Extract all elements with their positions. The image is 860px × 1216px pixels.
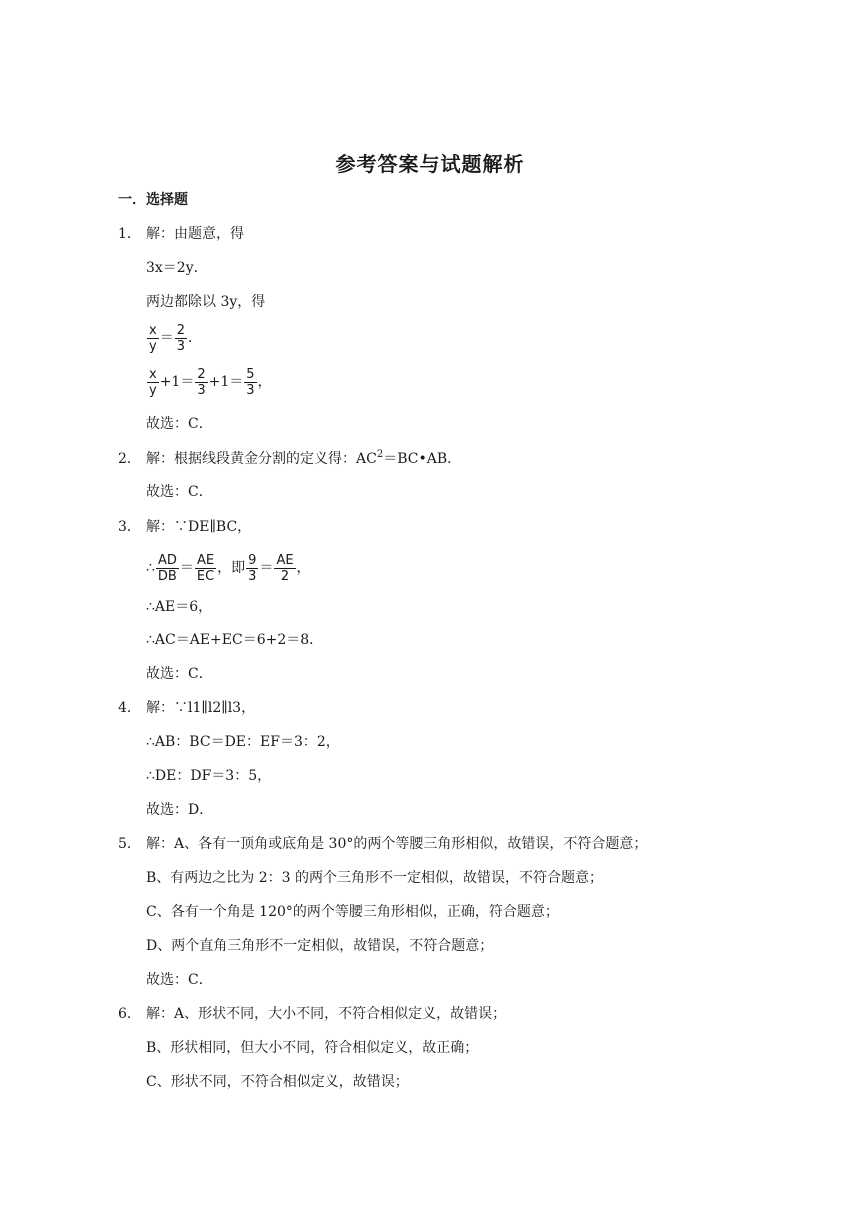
fraction: $\frac{AD}{DB}$ [157, 552, 177, 584]
q5-number: 5． [118, 836, 141, 852]
q1-equation: 3x＝2y． [146, 260, 208, 276]
fraction: $\frac{x}{y}$ [149, 366, 157, 398]
q6-line-3: C、形状不同，不符合相似定义，故错误； [146, 1074, 409, 1090]
section-heading: 一．选择题 [118, 192, 188, 208]
q3-number: 3． [118, 519, 141, 535]
fraction: $\frac{AE}{2}$ [276, 552, 294, 584]
q6-number: 6． [118, 1006, 141, 1022]
q1-divide-step: 两边都除以 3y，得 [146, 294, 266, 310]
q1-fraction-line-2: $\frac{x}{y}$ +1＝ $\frac{2}{3}$ +1＝ $\frac{5}{3}$ ， [149, 366, 272, 398]
q4-line-3: ∴DE：DF＝3：5， [146, 768, 272, 784]
q3-line-3: ∴AE＝6， [146, 599, 213, 615]
fraction: $\frac{AE}{EC}$ [196, 552, 215, 584]
fraction: $\frac{5}{3}$ [246, 366, 255, 398]
q6-line-2: B、形状相同，但大小不同，符合相似定义，故正确； [146, 1040, 479, 1056]
q1-number: 1． [118, 226, 141, 242]
q4-line-1: 解：∵l1∥l2∥l3， [146, 700, 256, 716]
q1-fraction-line-1: $\frac{x}{y}$ ＝ $\frac{2}{3}$ ． [149, 322, 202, 354]
q6-line-1: 解：A、形状不同，大小不同，不符合相似定义，故错误； [146, 1006, 507, 1022]
q1-answer: 故选：C． [146, 416, 213, 432]
q4-line-2: ∴AB：BC＝DE：EF＝3：2， [146, 734, 340, 750]
q4-number: 4． [118, 700, 141, 716]
q1-intro: 解：由题意，得 [146, 226, 244, 242]
q5-line-4: D、两个直角三角形不一定相似，故错误，不符合题意； [146, 938, 494, 954]
q2-answer: 故选：C． [146, 484, 213, 500]
page-title: 参考答案与试题解析 [335, 152, 525, 176]
fraction: $\frac{2}{3}$ [176, 322, 185, 354]
q4-answer: 故选：D． [146, 802, 214, 818]
q5-line-2: B、有两边之比为 2：3 的两个三角形不一定相似，故错误，不符合题意； [146, 870, 604, 886]
q5-line-3: C、各有一个角是 120°的两个等腰三角形相似，正确，符合题意； [146, 904, 559, 920]
fraction: $\frac{2}{3}$ [197, 366, 206, 398]
q2-text: 解：根据线段黄金分割的定义得：$AC^2=BC•AB$． [146, 449, 462, 467]
q3-line-1: 解：∵DE∥BC， [146, 519, 252, 535]
fraction: $\frac{9}{3}$ [248, 552, 257, 584]
q3-line-4: ∴AC＝AE+EC＝6+2＝8． [146, 632, 324, 648]
fraction: $\frac{x}{y}$ [149, 322, 157, 354]
q2-number: 2． [118, 451, 141, 467]
q3-answer: 故选：C． [146, 666, 213, 682]
q5-answer: 故选：C． [146, 972, 213, 988]
q5-line-1: 解：A、各有一顶角或底角是 30°的两个等腰三角形相似，故错误，不符合题意； [146, 836, 648, 852]
q3-fraction-line: ∴ $\frac{AD}{DB}$ ＝ $\frac{AE}{EC}$ ，即 $\frac{9}{3}$ ＝ $\frac{AE}{2}$ ， [146, 552, 311, 584]
